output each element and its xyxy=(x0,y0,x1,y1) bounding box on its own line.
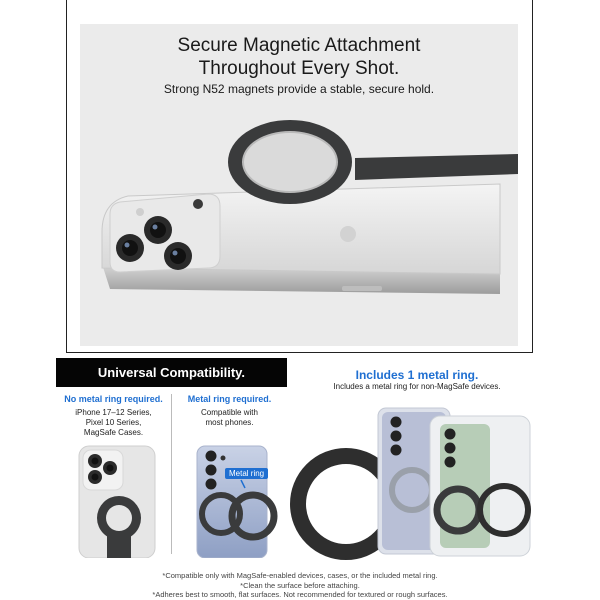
iphone-illustration xyxy=(73,444,161,558)
hero-title: Secure Magnetic Attachment Throughout Every Shot. xyxy=(177,35,421,79)
galaxy-illustration xyxy=(191,444,279,558)
metal-ring-panel xyxy=(290,358,544,561)
ring-column xyxy=(172,393,287,428)
frame-line-divider xyxy=(66,352,533,353)
frame-line-left xyxy=(66,0,67,352)
hero-subtitle: Strong N52 magnets provide a stable, secure hold. xyxy=(163,82,435,96)
footnote-clean: *Clean the surface before attaching. xyxy=(240,580,360,590)
no-ring-desc: iPhone 17–12 Series, Pixel 10 Series, MagSafe Cases. xyxy=(75,408,152,437)
metal-ring-title: Includes 1 metal ring. xyxy=(355,368,479,382)
ring-required-desc: Compatible with most phones. xyxy=(201,408,258,427)
no-ring-title: No metal ring required. xyxy=(64,394,163,404)
metal-ring-tag: Metal ring xyxy=(225,468,268,479)
footnote-magsafe: *Compatible only with MagSafe-enabled devices, cases, or the included metal ring. xyxy=(162,571,438,580)
frame-line-right xyxy=(532,0,533,352)
footnotes xyxy=(80,571,520,600)
footnote-surface: *Adheres best to smooth, flat surfaces. Not recommended for textured or rough surfaces. xyxy=(152,590,448,599)
compatibility-panel xyxy=(56,358,287,561)
compatibility-header: Universal Compatibility. xyxy=(56,358,287,387)
metal-ring-illustration xyxy=(290,394,544,564)
no-ring-column xyxy=(56,393,171,438)
metal-ring-subtitle: Includes a metal ring for non-MagSafe devices. xyxy=(333,382,501,391)
ring-required-title: Metal ring required. xyxy=(187,394,272,404)
hero-banner xyxy=(80,24,518,346)
